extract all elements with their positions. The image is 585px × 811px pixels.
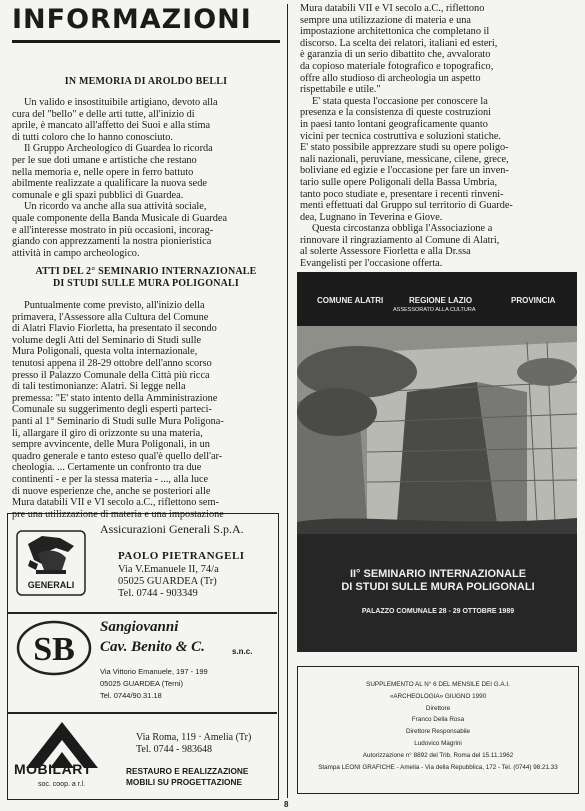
line: impostazione architettonica che completano il — [300, 26, 490, 38]
mobilart-address: Via Roma, 119 · Amelia (Tr) — [136, 732, 252, 743]
poster-title-line-2: DI STUDI SULLE MURA POLIGONALI — [341, 581, 535, 593]
poster-right: PROVINCIA — [511, 296, 556, 305]
line: Un valido e insostituibile artigiano, devoto alla — [24, 97, 218, 108]
colophon-line: Franco Della Rosa — [411, 716, 465, 724]
line: vicini per tecnica costruttiva e soluzioni statiche. — [300, 130, 502, 142]
generali-company: Assicurazioni Generali S.p.A. — [100, 522, 244, 536]
line: quale componente della Banda Musicale di Guardea — [12, 212, 228, 224]
mobilart-phone: Tel. 0744 - 983648 — [136, 744, 212, 755]
line: continenti - e per la stessa materia - ..., alla luce — [12, 473, 209, 485]
colophon-line: Ludovico Magrini — [414, 739, 462, 747]
seminario-continued — [300, 3, 574, 270]
poster-date: PALAZZO COMUNALE 28 - 29 OTTOBRE 1989 — [361, 608, 515, 615]
page-number: 8 — [284, 800, 289, 809]
generali-city: 05025 GUARDEA (Tr) — [118, 576, 217, 587]
poster-center: REGIONE LAZIO — [409, 296, 473, 305]
sangiovanni-city: 05025 GUARDEA (Terni) — [100, 679, 183, 688]
line: e all'interesse mostrato in più occasioni, incorag- — [12, 224, 214, 236]
line: Evangelisti per l'occasione offerta. — [300, 258, 443, 270]
continued-paragraph-2 — [300, 96, 574, 224]
poster-sub: ASSESSORATO ALLA CULTURA — [393, 307, 476, 313]
line: Comunale su suggerimento degli esperti parteci- — [12, 404, 212, 416]
memoriam-paragraph-2 — [12, 143, 280, 201]
mobilart-logo-text: MOBILART — [14, 761, 92, 777]
line: volume degli Atti del Seminario di Studi sulle — [12, 334, 202, 346]
line: rinnovare il ringraziamento al Comune di Alatri, — [300, 234, 500, 246]
line: di Alatri Flavio Fiorletta, ha presentato il secondo — [12, 323, 217, 335]
line: dea, Lugnano in Teverina e Giove. — [300, 211, 443, 223]
colophon-box — [297, 666, 579, 794]
line: li, allargare il giro di orizzonte su una materia, — [12, 427, 203, 439]
line: tanto poco studiate e, presentare i recenti rinveni- — [300, 188, 504, 200]
line: di tutti coloro che lo hanno conosciuto. — [12, 131, 173, 143]
sangiovanni-phone: Tel. 0744/90.31.18 — [100, 691, 162, 700]
sb-monogram-letters: SB — [33, 631, 75, 668]
generali-phone: Tel. 0744 - 903349 — [118, 588, 198, 599]
line: presso il Palazzo Comunale della Città più ricca — [12, 369, 210, 381]
continued-paragraph-3 — [300, 223, 574, 269]
line: primavera, l'Assessore alla Cultura del Comune — [12, 311, 209, 323]
mobilart-logo-sub: soc. coop. a r.l. — [38, 781, 86, 788]
line: per le sue doti umane e artistiche che restano — [12, 154, 197, 166]
sangiovanni-suffix: s.n.c. — [232, 647, 253, 656]
seminar-poster-image — [297, 272, 577, 652]
line: cheologia. ... Certamente un confronto tra due — [12, 462, 202, 474]
line: tenutosi appena il 28-29 ottobre dell'anno scorso — [12, 357, 212, 369]
line: E' stata questa l'occasione per conoscere la — [312, 95, 488, 107]
line: boliviane ed egizie e l'occasione per fare un inven- — [300, 165, 509, 177]
line: nali nazionali, peruviane, messicane, cilene, grece, — [300, 153, 509, 165]
line: da copioso materiale fotografico e topografico, — [300, 60, 494, 72]
line: al solerte Assessore Fiorletta e alla Dr.ssa — [300, 246, 471, 258]
line: discorso. La scelta dei relatori, italiani ed esteri, — [300, 37, 498, 49]
poster-title — [307, 568, 569, 594]
colophon-line: Direttore — [425, 704, 451, 712]
seminario-heading — [12, 266, 280, 290]
line: Mura databili VII e VI secolo a.C., riflettono sem- — [12, 497, 219, 509]
seminario-article — [12, 300, 280, 520]
mobilart-service-2: MOBILI SU PROGETTAZIONE — [126, 777, 243, 787]
sangiovanni-address: Via Vittorio Emanuele, 197 - 199 — [100, 667, 208, 676]
seminario-heading-line-2: DI STUDI SULLE MURA POLIGONALI — [52, 278, 240, 289]
memoriam-paragraph-1 — [12, 97, 280, 143]
line: abilmente realizzate a qualificare la nuova sede — [12, 178, 207, 190]
line: Questa circostanza obbliga l'Associazione a — [312, 223, 493, 235]
ad-divider — [7, 712, 277, 714]
line: E' stato possibile apprezzare studi su opere poligo- — [300, 142, 509, 154]
line: Puntualmente come previsto, all'inizio della — [24, 300, 205, 311]
line: menti effettuati dal Gruppo sul territorio di Guarde- — [300, 200, 513, 212]
seminario-paragraph — [12, 300, 280, 520]
line: presenza e la consistenza di queste costruzioni — [300, 107, 491, 119]
generali-agent-name: PAOLO PIETRANGELI — [118, 550, 245, 562]
memoriam-article — [12, 97, 280, 259]
line: in paesi tanto lontani geograficamente quanto — [300, 118, 488, 130]
page-title: INFORMAZIONI — [12, 4, 252, 35]
sangiovanni-name: Sangiovanni — [100, 619, 179, 635]
line: Un ricordo va anche alla sua attività sociale, — [24, 201, 207, 213]
poster-left: COMUNE ALATRI — [317, 296, 384, 305]
line: di tali testimonianze: Alatri. Si legge nella — [12, 381, 186, 393]
ad-divider — [7, 612, 277, 614]
line: panti al 1° Seminario di Studi sulle Mura Poligona- — [12, 415, 224, 427]
poster-wall-illustration — [297, 272, 577, 652]
colophon-line: Direttore Responsabile — [405, 728, 471, 736]
memoriam-heading: IN MEMORIA DI AROLDO BELLI — [64, 76, 228, 87]
generali-address: Via V.Emanuele II, 74/a — [118, 564, 219, 575]
mobilart-service-1: RESTAURO E REALIZZAZIONE — [126, 766, 249, 776]
continued-paragraph-1 — [300, 3, 574, 96]
line: pre una utilizzazione di materia e una impostazione — [12, 508, 224, 520]
colophon-line: Stampa LEONI GRAFICHE - Amelia - Via della Repubblica, 172 - Tel. (0744) 98.21.33 — [318, 763, 558, 771]
sb-monogram-icon — [16, 620, 92, 676]
line: aprile, è mancato all'affetto dei Suoi e alla stima — [12, 120, 211, 132]
line: sempre una utilizzazione di materia e una — [300, 14, 471, 26]
line: giando con apprezzamenti la nostra pionieristica — [12, 236, 212, 248]
line: offre allo studioso di archeologia un aspetto — [300, 72, 481, 84]
colophon-line: SUPPLEMENTO AL N° 6 DEL MENSILE DEI G.A.I. — [366, 681, 510, 688]
memoriam-paragraph-3 — [12, 201, 280, 259]
line: Mura Poligonali, questa volta internazionale, — [12, 346, 198, 358]
column-divider — [287, 4, 288, 798]
line: attività in campo archeologico. — [12, 247, 140, 259]
line: Mura databili VII e VI secolo a.C., riflettono — [300, 3, 485, 14]
line: nella memoria e, nelle opere in ferro battuto — [12, 166, 194, 178]
line: rispettabile e utile." — [300, 84, 381, 96]
line: quadro generale e tanto esteso qual'è quello dell'ar- — [12, 450, 223, 462]
poster-title-line-1: II° SEMINARIO INTERNAZIONALE — [349, 568, 527, 580]
line: tario sulle opere Poligonali della Bassa Umbria, — [300, 176, 498, 188]
line: cura del "bello" e delle arti tutte, all'inizio di — [12, 108, 195, 120]
line: Il Gruppo Archeologico di Guardea lo ricorda — [24, 143, 213, 155]
title-rule — [12, 40, 280, 43]
line: sempre avvincente, delle Mura Poligonali, in un — [12, 439, 210, 451]
generali-logo-text: GENERALI — [27, 580, 75, 590]
colophon-line: «ARCHEOLOGIA» GIUGNO 1990 — [389, 692, 487, 700]
line: di nuove esperienze che, anche se posteriori alle — [12, 485, 211, 497]
line: è garanzia di un serio dibattito che, avvalorato — [300, 49, 491, 61]
colophon-line: Autorizzazione n° 8892 del Trib. Roma del 15.11.1962 — [362, 751, 514, 759]
line: premessa: "E' stato intento della Amministrazione — [12, 392, 218, 404]
seminario-heading-line-1: ATTI DEL 2° SEMINARIO INTERNAZIONALE — [35, 266, 257, 277]
sangiovanni-partner: Cav. Benito & C. — [100, 639, 205, 655]
line: comunale e gli spazi pubblici di Guardea. — [12, 189, 184, 201]
